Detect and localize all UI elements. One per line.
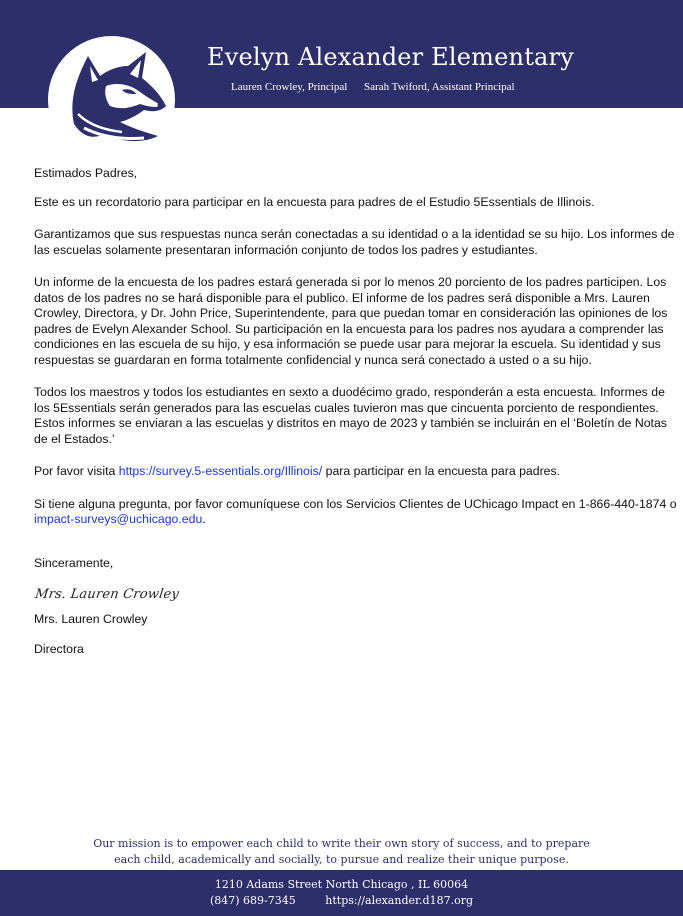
paragraph-reminder: Este es un recordatorio para participar en la encuesta para padres de el Estudio 5Essentials de Illinois. <box>34 194 595 209</box>
contact-suffix: . <box>202 512 206 526</box>
paragraph-privacy: Garantizamos que sus respuestas nunca serán conectadas a su identidad o a la identidad se su hijo. Los informes de las escuelas solamente presentaran información conjunto de todos los padres y estudiantes. <box>34 227 675 257</box>
assistant-principal-name: Sarah Twiford, Assistant Principal <box>364 81 515 93</box>
mission-line-2: each child, academically and socially, to pursue and realize their unique purpose. <box>114 853 569 866</box>
school-address: 1210 Adams Street North Chicago , IL 60064 <box>214 878 469 891</box>
survey-link[interactable]: https://survey.5-essentials.org/Illinois/ <box>118 464 323 478</box>
mission-statement <box>0 836 683 868</box>
school-website: https://alexander.d187.org <box>325 894 473 907</box>
school-phone: (847) 689-7345 <box>209 894 296 907</box>
footer-contact <box>0 894 683 907</box>
salutation: Estimados Padres, <box>34 166 138 180</box>
signer-title: Directora <box>34 642 84 656</box>
contact-text: Si tiene alguna pregunta, por favor comuníquese con los Servicios Clientes de UChicago Impact en 1-866-440-1874 o <box>34 496 677 511</box>
school-name: Evelyn Alexander Elementary <box>207 43 574 71</box>
footer-banner <box>0 870 683 916</box>
letter-body <box>34 166 680 674</box>
survey-link-suffix: para participar en la encuesta para padres. <box>322 464 561 478</box>
paragraph-contact <box>34 497 680 528</box>
mission-line-1: Our mission is to empower each child to write their own story of success, and to prepare <box>93 837 590 850</box>
signer-name: Mrs. Lauren Crowley <box>34 611 148 626</box>
handwritten-signature: Mrs. Lauren Crowley <box>34 587 180 602</box>
staff-line <box>231 81 515 93</box>
paragraph-survey-link <box>34 464 680 480</box>
paragraph-participants: Todos los maestros y todos los estudiantes en sexto a duodécimo grado, responderán a esta encuesta. Informes de los 5Essentials serán generados para las escuelas cuales tuvieron mas que cincuenta porciento de respondientes. Estos informes se enviaran a las escuelas y distritos en mayo de 2023 y también se incluirán en el ‘Boletín de Notas de el Estados.’ <box>34 385 667 446</box>
closing: Sinceramente, <box>34 555 114 570</box>
school-logo <box>48 36 175 163</box>
survey-link-prefix: Por favor visita <box>34 464 119 478</box>
husky-head-icon <box>48 36 175 163</box>
support-email-link[interactable]: impact-surveys@uchicago.edu <box>34 512 203 526</box>
principal-name: Lauren Crowley, Principal <box>231 81 348 93</box>
paragraph-report: Un informe de la encuesta de los padres estará generada si por lo menos 20 porciento de los padres participen. Los datos de los padres no se hará disponible para el publico. El informe de los padres será disponible a Mrs. Lauren Crowley, Directora, y Dr. John Price, Superintendente, para que puedan tomar en consideración las opiniones de los padres de Evelyn Alexander School. Su participación en la encuesta para los padres nos ayudara a comprender las condiciones en las escuela de su hijo, y esa información se puede usar para mejorar la escuela. Su identidad y sus respuestas se guardaran en forma totalmente confidencial y nunca será conectado a usted o a su hijo. <box>34 275 668 367</box>
